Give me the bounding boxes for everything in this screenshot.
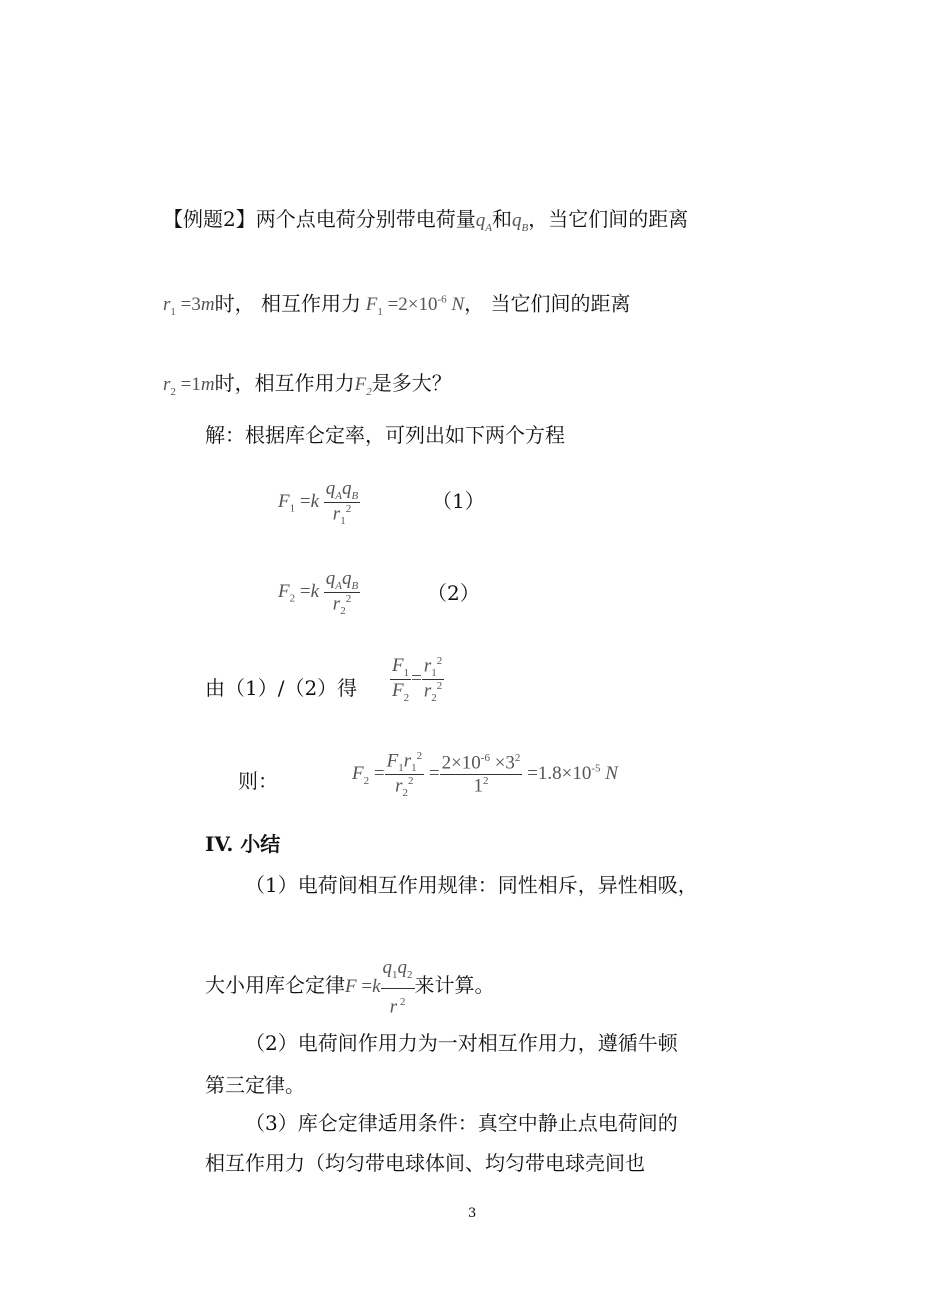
ratio-equation: $\frac{F_1}{F_2}$ = $\frac{r_1^2}{r_2^2}$ [392,655,443,705]
example-line-1: 【例题2】两个点电荷分别带电荷量$q_A$和$q_B$，当它们间的距离 [163,207,689,234]
summary-p2: （2）电荷间作用力为一对相互作用力，遵循牛顿 [245,1031,678,1055]
equation-2: $F_2 =k$ $\frac{q_Aq_B}{r_2^2}$ [278,568,359,617]
solution-intro: 解：根据库仑定率，可列出如下两个方程 [205,423,565,447]
result-equation: $F_2$ = $\frac{F_1r_1^2}{r_2^2}$ = $\frac{2\times 10^{-6} \times 3^2}{1^2}$ $=1.8\times 10^{-5}$ N [352,750,618,800]
then-label: 则： [238,769,278,793]
example-line-2: $r_1 =3m$时， 相互作用力 $F_1 =2\times 10^{-6}$ N， 当它们间的距离 [163,291,631,319]
summary-p3: （3）库仑定律适用条件：真空中静止点电荷间的 [245,1111,678,1135]
summary-p3-line2: 相互作用力（均匀带电球体间、均匀带电球壳间也 [205,1151,645,1175]
equation-1: $F_1 =k$ $\frac{q_Aq_B}{r_1^2}$ [278,478,359,527]
summary-p1: （1）电荷间相互作用规律：同性相斥，异性相吸， [245,873,698,897]
example-label: 【例题2】 [163,207,256,231]
summary-p2-line2: 第三定律。 [205,1073,305,1097]
summary-heading: IV. 小结 [205,832,281,856]
example-line-3: $r_2 =1m$时，相互作用力$F_2$是多大？ [163,371,452,398]
equation-2-tag: （2） [427,581,480,605]
summary-p1-line2: 大小用库仑定律F =k $\frac{q_1q_2}{r ^2}$ 来计算。 [205,955,495,1020]
equation-1-tag: （1） [432,489,485,513]
page-number: 3 [468,1206,477,1221]
derive-label: 由（1）/（2）得 [205,676,358,700]
